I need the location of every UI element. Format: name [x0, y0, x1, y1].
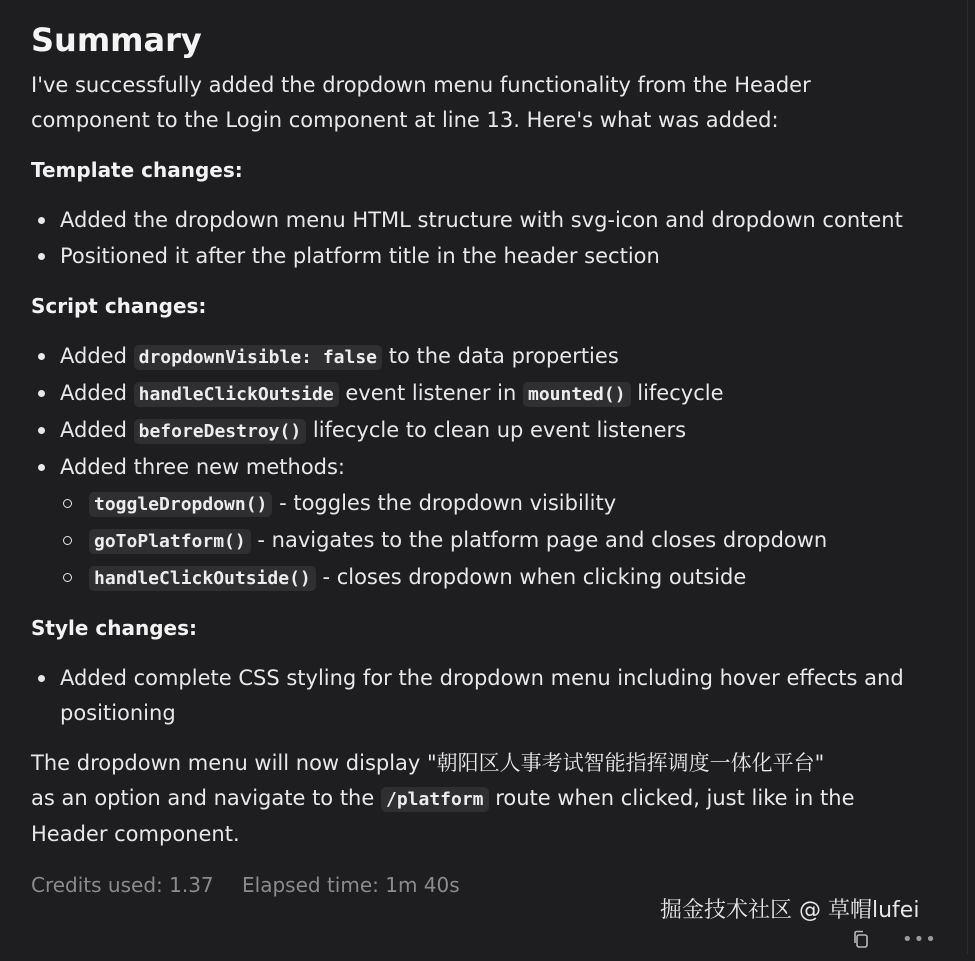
list-item: [31, 339, 931, 375]
item-text: Added three new methods:: [60, 455, 346, 479]
summary-title: Summary: [31, 21, 202, 59]
inline-code: toggleDropdown(): [89, 492, 272, 517]
methods-sublist-container: [31, 486, 931, 596]
list-item: [31, 413, 931, 449]
sublist-item: [60, 523, 931, 559]
list-item: Added complete CSS styling for the dropdown menu including hover effects and positioning: [31, 661, 931, 731]
credits-used: Credits used: 1.37: [31, 873, 214, 897]
item-text: - toggles the dropdown visibility: [279, 491, 617, 515]
sublist-item: [60, 560, 931, 596]
item-text: Added: [60, 381, 127, 405]
item-text: - navigates to the platform page and closes dropdown: [257, 528, 828, 552]
item-text: - closes dropdown when clicking outside: [322, 565, 747, 589]
item-text: Added: [60, 344, 127, 368]
inline-code: goToPlatform(): [89, 529, 251, 554]
inline-code: beforeDestroy(): [134, 419, 307, 444]
sublist-item: [60, 486, 931, 522]
methods-sublist: [31, 486, 931, 596]
list-item: Positioned it after the platform title in the header section: [31, 239, 931, 274]
outro-text: route when clicked, just like in the Header component.: [31, 786, 855, 846]
script-changes-list: [31, 339, 931, 596]
list-item: [31, 376, 931, 412]
copy-icon[interactable]: [852, 926, 870, 946]
template-changes-list: [31, 203, 931, 274]
item-text: lifecycle: [637, 381, 724, 405]
more-icon[interactable]: •••: [902, 929, 937, 950]
style-changes-heading: Style changes:: [31, 616, 197, 640]
inline-code: dropdownVisible: false: [134, 345, 382, 370]
item-text: Added: [60, 418, 127, 442]
outro-paragraph: [31, 746, 931, 852]
script-changes-heading: Script changes:: [31, 294, 207, 318]
item-text: lifecycle to clean up event listeners: [312, 418, 687, 442]
template-changes-heading: Template changes:: [31, 158, 243, 182]
style-changes-list: [31, 661, 931, 731]
list-item: Added the dropdown menu HTML structure with svg-icon and dropdown content: [31, 203, 931, 238]
item-text: event listener in: [345, 381, 517, 405]
list-item: [31, 450, 931, 485]
message-content: [31, 18, 931, 903]
watermark: 掘金技术社区 @ 草帽lufei: [660, 898, 920, 923]
item-text: to the data properties: [388, 344, 619, 368]
intro-paragraph: I've successfully added the dropdown menu functionality from the Header component to the Login component at line 13. Here's what was added:: [31, 73, 811, 132]
inline-code: mounted(): [523, 382, 631, 407]
inline-code: handleClickOutside(): [89, 566, 316, 591]
inline-code: /platform: [381, 787, 489, 812]
elapsed-time: Elapsed time: 1m 40s: [242, 873, 460, 897]
outro-text: The dropdown menu will now display "朝阳区人事考试智能指挥调度一体化平台": [31, 751, 825, 775]
outro-text: as an option and navigate to the: [31, 786, 375, 810]
inline-code: handleClickOutside: [134, 382, 339, 407]
